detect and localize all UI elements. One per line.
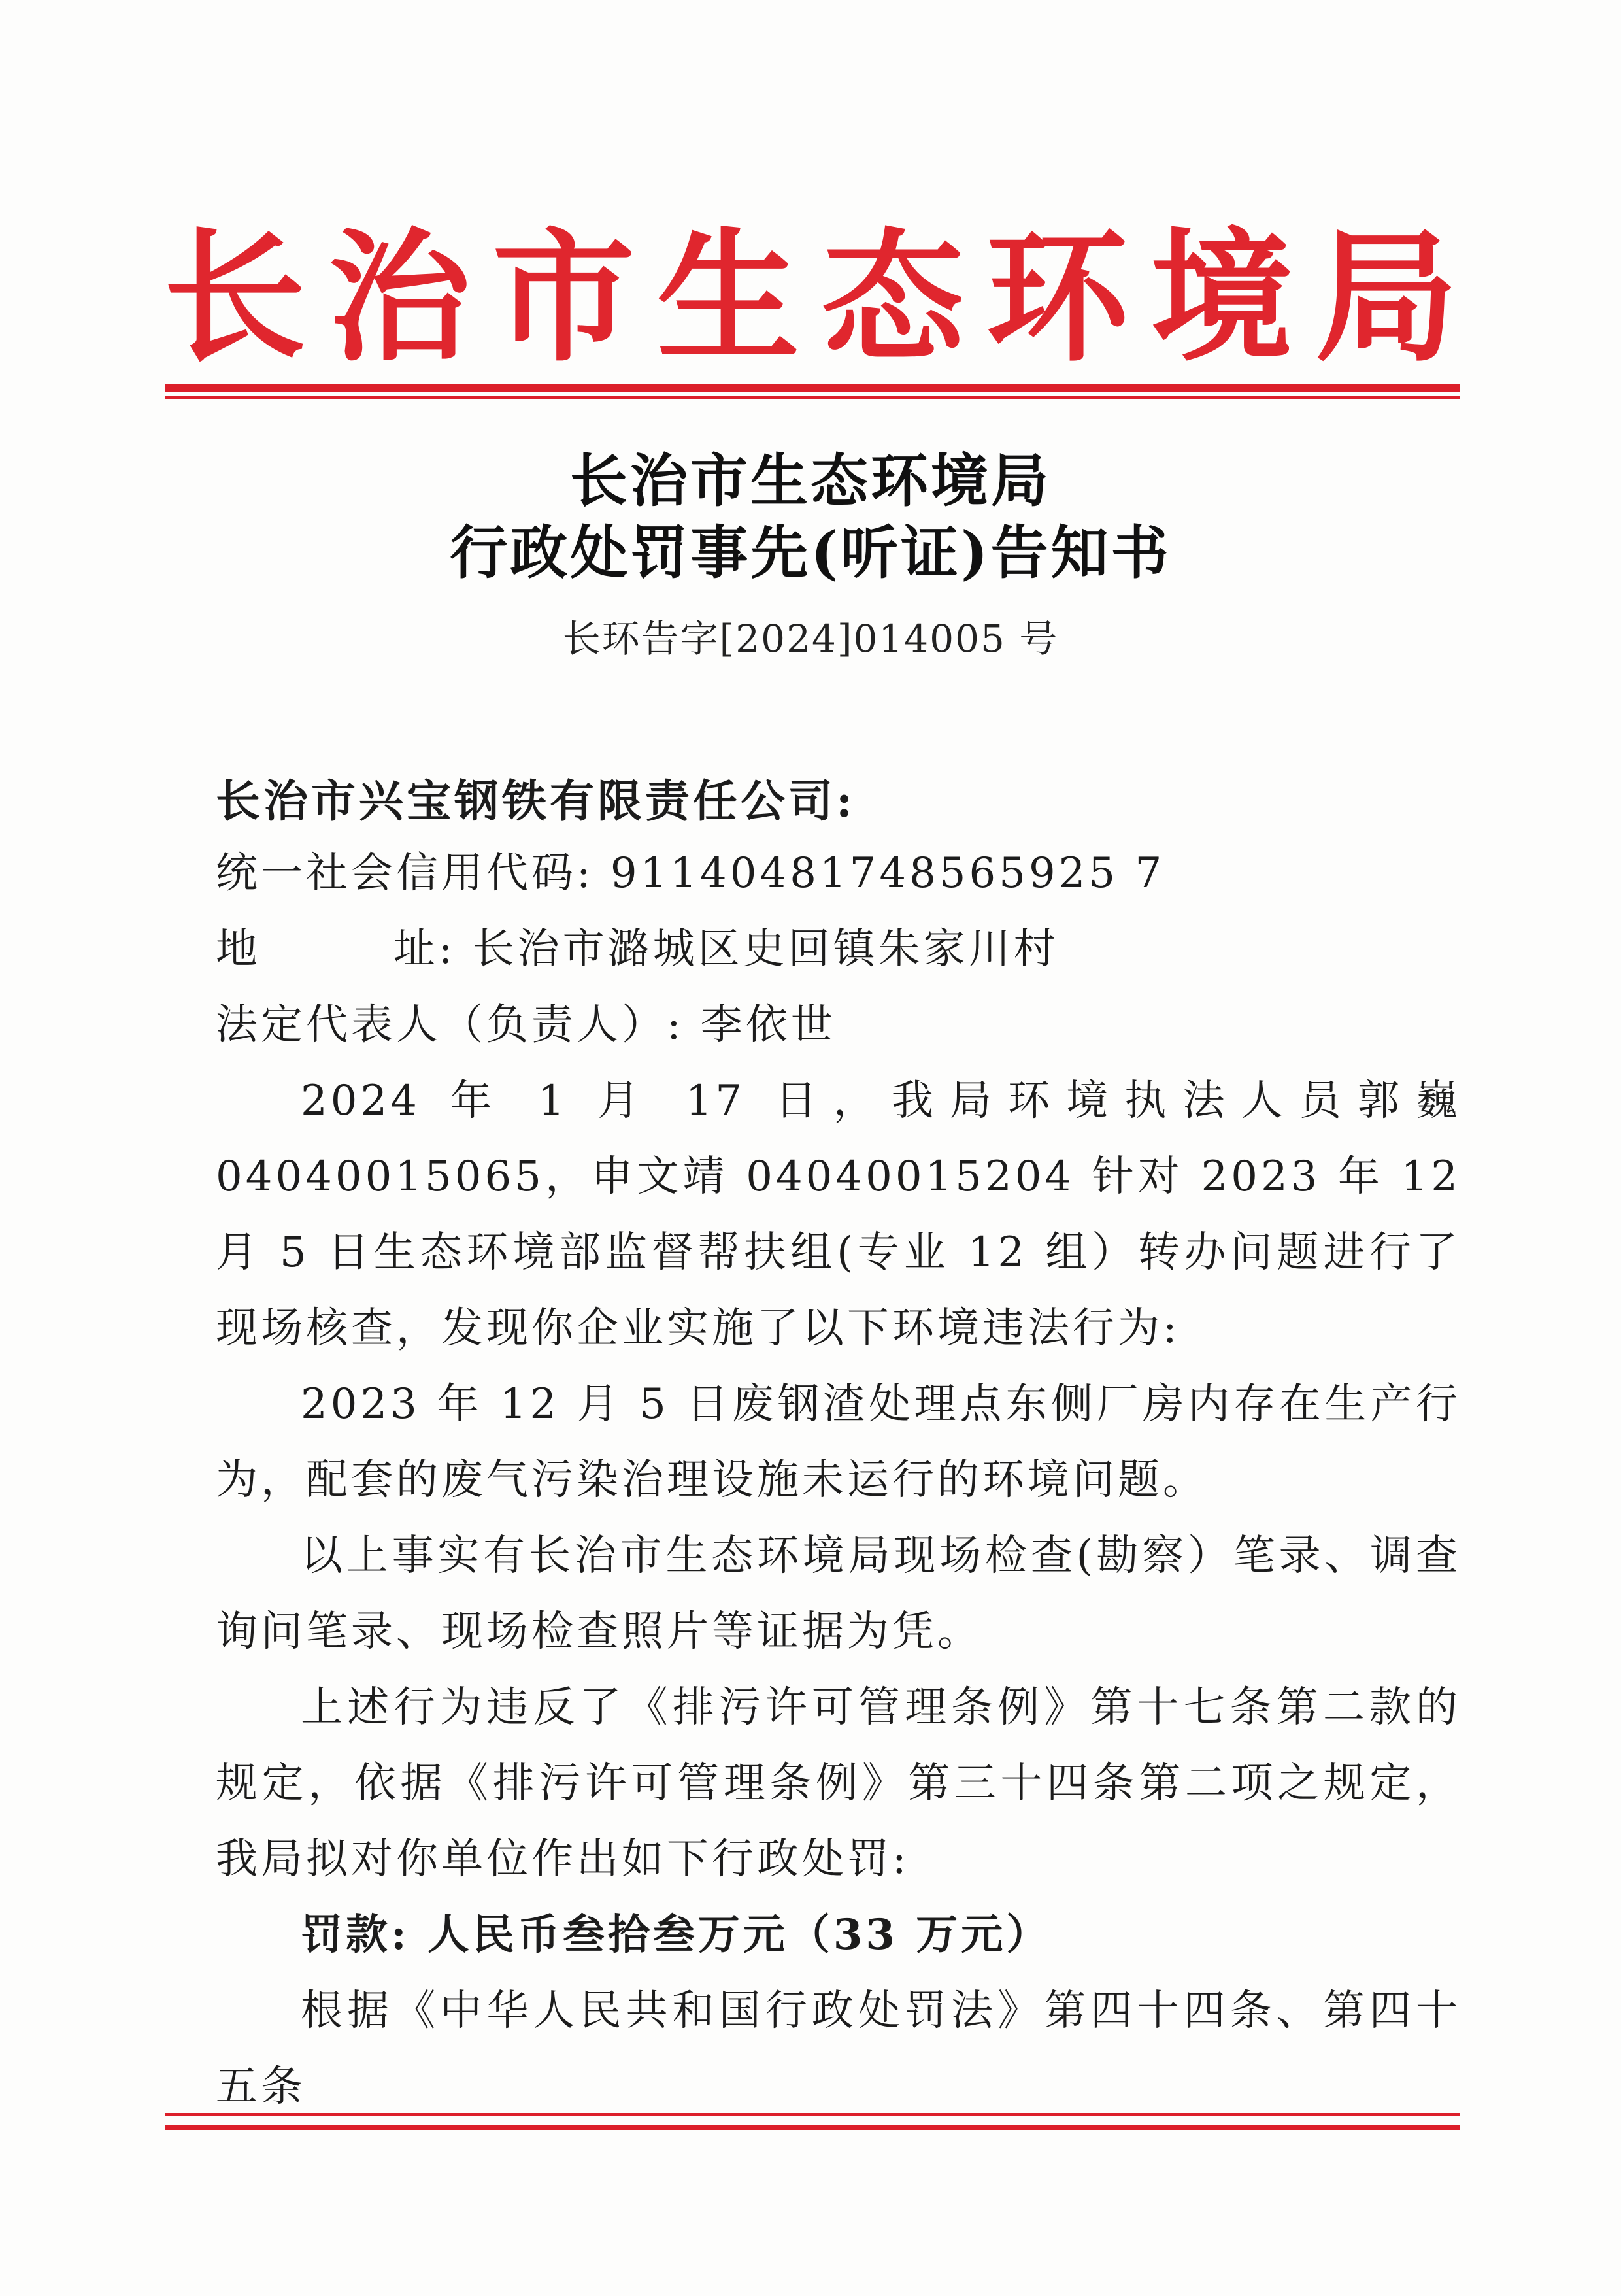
header-char: 治 (327, 214, 471, 381)
paragraph-legal-basis: 上述行为违反了《排污许可管理条例》第十七条第二款的规定，依据《排污许可管理条例》第三十四条第二项之规定，我局拟对你单位作出如下行政处罚: (216, 1683, 1461, 1883)
header-divider-thin (165, 396, 1460, 399)
issuing-authority-header (163, 216, 1458, 379)
header-char: 环 (986, 214, 1129, 381)
header-char: 境 (1150, 214, 1294, 381)
document-title-line2: 行政处罚事先(听证)告知书 (450, 518, 1171, 586)
header-char: 市 (492, 214, 635, 381)
document-title-line1: 长治市生态环境局 (569, 447, 1051, 515)
addressee: 长治市兴宝钢铁有限责任公司: (216, 775, 856, 828)
paragraph-inspection: 2024 年 1 月 17 日，我局环境执法人员郭巍 04040015065，申文靖 04040015204 针对 2023 年 12 月 5 日生态环境部监督帮扶组(专业 12 组）转办问题进行了现场核查，发现你企业实施了以下环境违法行为: (216, 1077, 1461, 1353)
penalty-amount: 罚款: 人民币叁拾叁万元（33 万元） (301, 1910, 1052, 1959)
footer-divider-thin (165, 2113, 1460, 2116)
header-divider-thick (165, 384, 1460, 392)
footer-divider-thick (165, 2125, 1460, 2130)
address-line: 地 址: 长治市潞城区史回镇朱家川村 (216, 925, 1059, 973)
credit-code-line: 统一社会信用代码: 91140481748565925 7 (216, 849, 1165, 898)
legal-representative-line: 法定代表人（负责人）: 李依世 (216, 1001, 836, 1049)
header-char: 态 (821, 214, 964, 381)
paragraph-evidence: 以上事实有长治市生态环境局现场检查(勘察）笔录、调查询问笔录、现场检查照片等证据为凭。 (216, 1532, 1461, 1656)
header-char: 局 (1314, 214, 1458, 381)
paragraph-continuation: 根据《中华人民共和国行政处罚法》第四十四条、第四十五条 (216, 1987, 1461, 2111)
header-char: 生 (657, 214, 800, 381)
header-char: 长 (163, 214, 306, 381)
paragraph-violation: 2023 年 12 月 5 日废钢渣处理点东侧厂房内存在生产行为，配套的废气污染治理设施未运行的环境问题。 (216, 1380, 1461, 1504)
document-number: 长环告字[2024]014005 号 (562, 616, 1059, 661)
